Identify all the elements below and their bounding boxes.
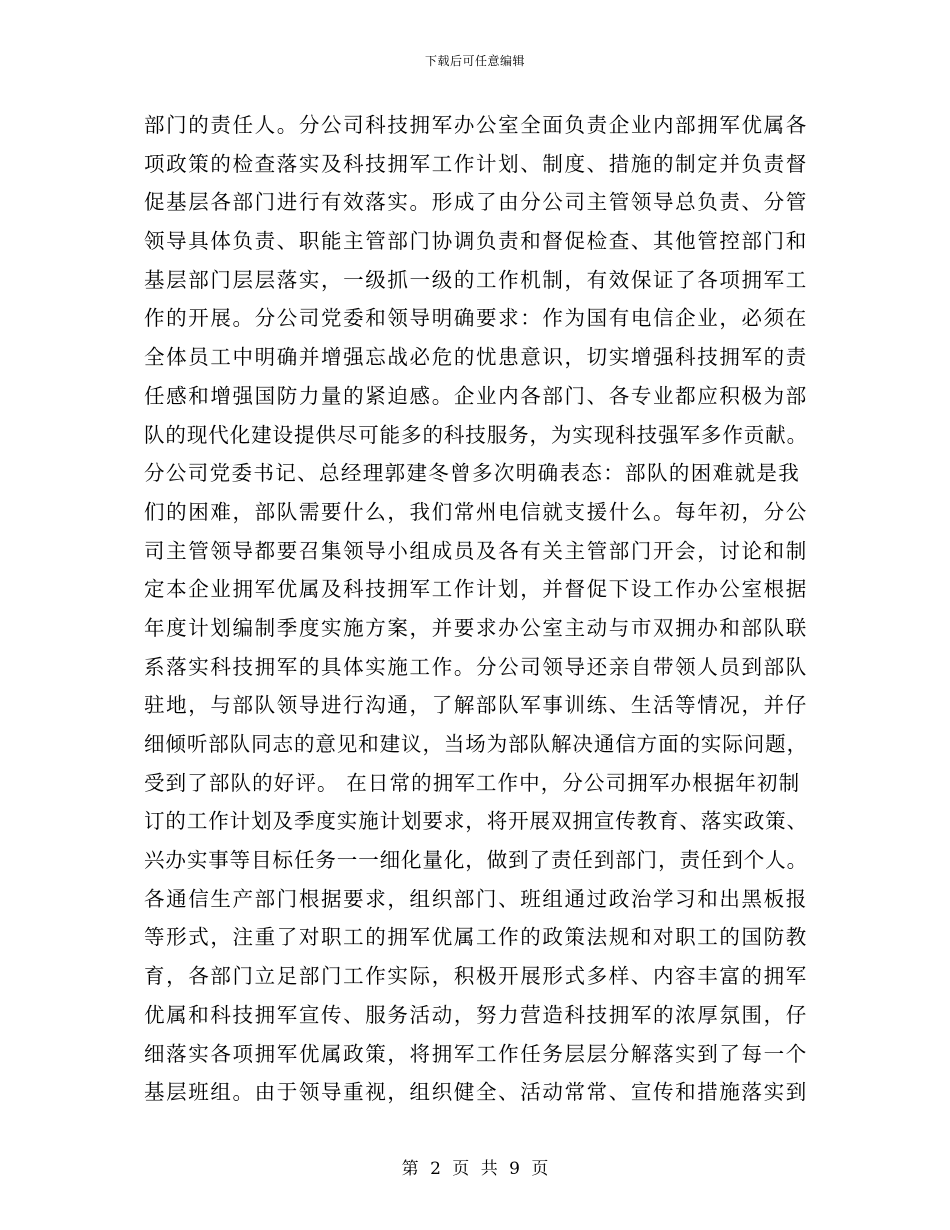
text-line: 受到了部队的好评。 在日常的拥军工作中，分公司拥军办根据年初制	[144, 770, 801, 795]
text-line: 全体员工中明确并增强忘战必危的忧患意识，切实增强科技拥军的责	[144, 345, 808, 370]
text-line: 队的现代化建设提供尽可能多的科技服务，为实现科技强军多作贡献。	[144, 422, 809, 447]
text-line: 基层班组。由于领导重视，组织健全、活动常常、宣传和措施落实到	[144, 1080, 808, 1105]
text-line: 项政策的检查落实及科技拥军工作计划、制度、措施的制定并负责督	[144, 151, 808, 176]
text-line: 领导具体负责、职能主管部门协调负责和督促检查、其他管控部门和	[144, 229, 808, 254]
text-line: 兴办实事等目标任务一一细化量化，做到了责任到部门，责任到个人。	[144, 848, 809, 873]
text-line: 系落实科技拥军的具体实施工作。分公司领导还亲自带领人员到部队	[144, 654, 808, 679]
text-line: 订的工作计划及季度实施计划要求，将开展双拥宣传教育、落实政策、	[144, 809, 809, 834]
document-body	[144, 106, 808, 1112]
text-line: 作的开展。分公司党委和领导明确要求：作为国有电信企业，必须在	[144, 306, 808, 331]
text-line: 促基层各部门进行有效落实。形成了由分公司主管领导总负责、分管	[144, 190, 808, 215]
text-line: 们的困难，部队需要什么，我们常州电信就支援什么。每年初，分公	[144, 499, 808, 524]
text-line: 司主管领导都要召集领导小组成员及各有关主管部门开会，讨论和制	[144, 538, 808, 563]
text-line: 育，各部门立足部门工作实际，积极开展形式多样、内容丰富的拥军	[144, 964, 808, 989]
page-header: 下载后可任意编辑	[424, 54, 525, 68]
text-line: 基层部门层层落实，一级抓一级的工作机制，有效保证了各项拥军工	[144, 267, 808, 292]
page-footer: 第 2 页 共 9 页	[401, 1159, 549, 1179]
text-line: 细落实各项拥军优属政策，将拥军工作任务层层分解落实到了每一个	[144, 1041, 808, 1066]
text-line: 各通信生产部门根据要求，组织部门、班组通过政治学习和出黑板报	[144, 886, 808, 911]
text-line: 部门的责任人。分公司科技拥军办公室全面负责企业内部拥军优属各	[144, 113, 808, 137]
text-line: 等形式，注重了对职工的拥军优属工作的政策法规和对职工的国防教	[144, 925, 808, 950]
text-line: 细倾听部队同志的意见和建议，当场为部队解决通信方面的实际问题，	[144, 732, 809, 756]
text-line: 驻地，与部队领导进行沟通，了解部队军事训练、生活等情况，并仔	[144, 693, 808, 718]
text-line: 年度计划编制季度实施方案，并要求办公室主动与市双拥办和部队联	[144, 615, 808, 640]
text-line: 任感和增强国防力量的紧迫感。企业内各部门、各专业都应积极为部	[144, 383, 808, 408]
text-line: 定本企业拥军优属及科技拥军工作计划，并督促下设工作办公室根据	[144, 577, 808, 602]
text-line: 分公司党委书记、总经理郭建冬曾多次明确表态：部队的困难就是我	[144, 461, 801, 486]
text-line: 优属和科技拥军宣传、服务活动，努力营造科技拥军的浓厚氛围，仔	[144, 1002, 808, 1027]
